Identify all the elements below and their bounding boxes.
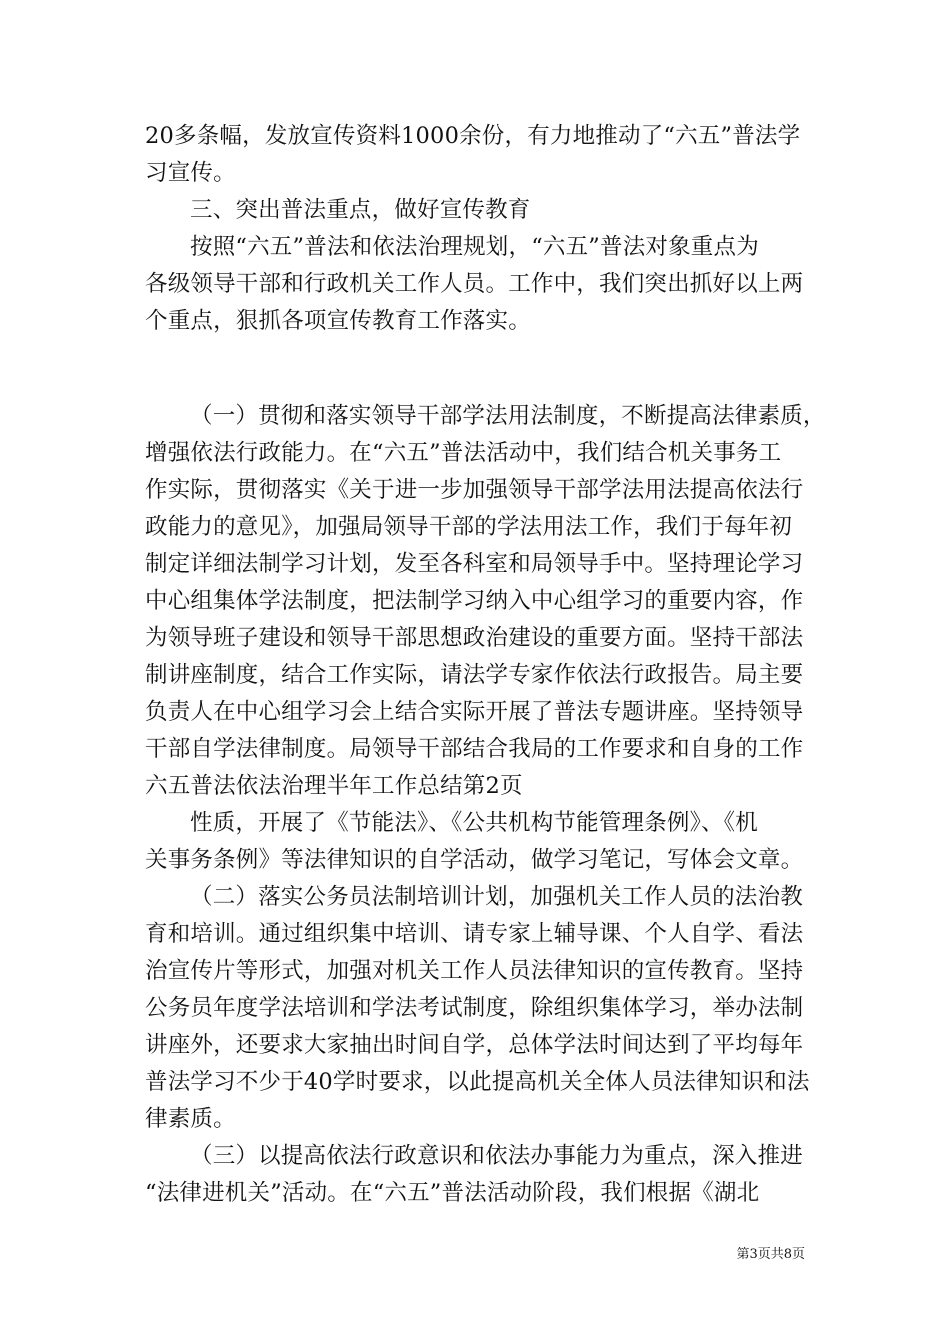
text-line: 按照“六五”普法和依法治理规划，“六五”普法对象重点为 [190,234,759,260]
text-line: 为领导班子建设和领导干部思想政治建设的重要方面。坚持干部法 [145,625,804,651]
page-number-footer: 第3页共8页 [736,1247,805,1262]
section-heading: 三、突出普法重点，做好宣传教育 [190,197,531,223]
text-line: 讲座外，还要求大家抽出时间自学，总体学法时间达到了平均每年 [145,1032,804,1058]
text-line: （三）以提高依法行政意识和依法办事能力为重点，深入推进 [190,1143,803,1169]
text-line: 中心组集体学法制度，把法制学习纳入中心组学习的重要内容，作 [145,588,804,614]
text-line: 政能力的意见》，加强局领导干部的学法用法工作，我们于每年初 [145,514,793,540]
text-line: 习宣传。 [145,160,236,186]
text-line: （二）落实公务员法制培训计划，加强机关工作人员的法治教 [190,884,803,910]
text-line: 公务员年度学法培训和学法考试制度，除组织集体学习，举办法制 [145,995,804,1021]
text-line: 普法学习不少于40学时要求，以此提高机关全体人员法律知识和法 [145,1069,810,1095]
text-line: 负责人在中心组学习会上结合实际开展了普法专题讲座。坚持领导 [145,699,804,725]
text-line: 20多条幅，发放宣传资料1000余份，有力地推动了“六五”普法学 [145,123,801,149]
text-line: 各级领导干部和行政机关工作人员。工作中，我们突出抓好以上两 [145,271,804,297]
text-line: 干部自学法律制度。局领导干部结合我局的工作要求和自身的工作 [145,736,804,762]
text-line: 个重点，狠抓各项宣传教育工作落实。 [145,308,531,334]
text-line: （一）贯彻和落实领导干部学法用法制度，不断提高法律素质， [190,403,826,429]
text-line: 性质，开展了《节能法》、《公共机构节能管理条例》、《机 [190,810,758,836]
text-line: 关事务条例》等法律知识的自学活动，做学习笔记，写体会文章。 [145,847,804,873]
page-break-title: 六五普法依法治理半年工作总结第2页 [145,773,523,799]
text-line: 律素质。 [145,1106,236,1132]
text-line: 增强依法行政能力。在“六五”普法活动中，我们结合机关事务工 [145,440,782,466]
text-line: 育和培训。通过组织集中培训、请专家上辅导课、个人自学、看法 [145,921,804,947]
text-line: 作实际，贯彻落实《关于进一步加强领导干部学法用法提高依法行 [145,477,804,503]
text-line: 制讲座制度，结合工作实际，请法学专家作依法行政报告。局主要 [145,662,804,688]
text-line: 治宣传片等形式，加强对机关工作人员法律知识的宣传教育。坚持 [145,958,804,984]
text-line: 制定详细法制学习计划，发至各科室和局领导手中。坚持理论学习 [145,551,804,577]
text-line: “法律进机关”活动。在“六五”普法活动阶段，我们根据《湖北 [145,1180,760,1206]
